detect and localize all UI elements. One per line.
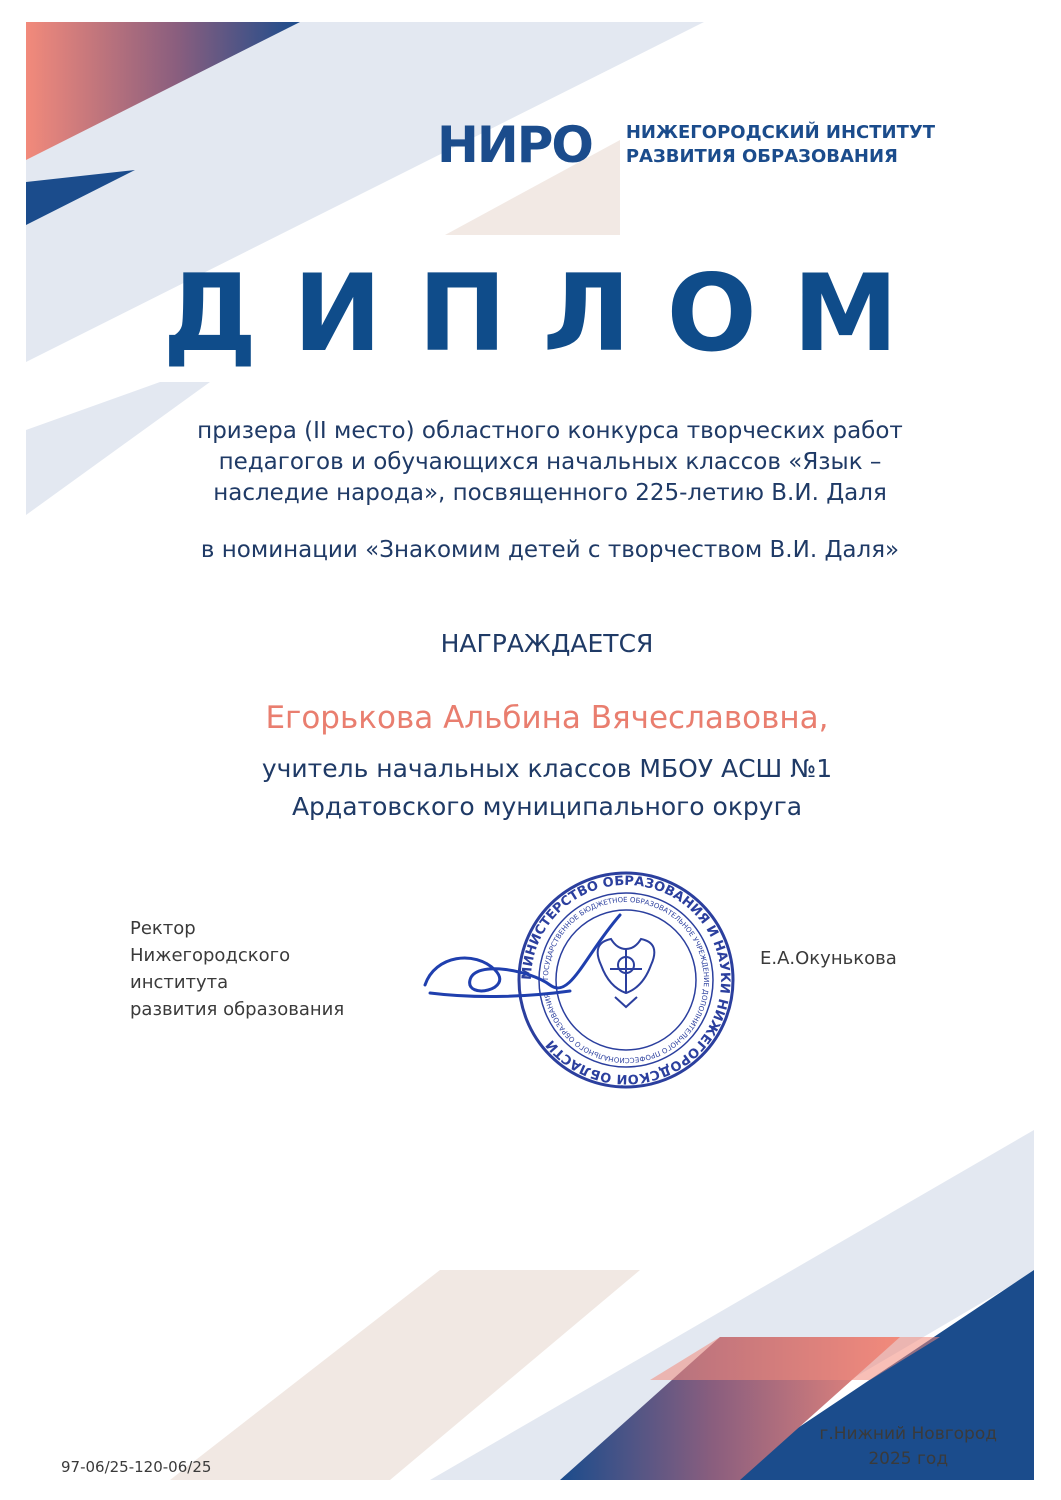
position-line: учитель начальных классов МБОУ АСШ №1 xyxy=(261,754,833,783)
diploma-title: ДИПЛОМ xyxy=(162,252,935,375)
recipient-name: Егорькова Альбина Вячеславовна, xyxy=(265,700,829,736)
signer-title-line: института xyxy=(130,972,229,993)
description-line: наследие народа», посвященного 225-летию В.И. Даля xyxy=(213,480,887,506)
official-stamp-and-signature xyxy=(405,865,745,1095)
stamp-inner-text: ГОСУДАРСТВЕННОЕ БЮДЖЕТНОЕ ОБРАЗОВАТЕЛЬНОЕ УЧРЕЖДЕНИЕ ДОПОЛНИТЕЛЬНОГО ПРОФЕССИОНАЛЬНОГО ОБРАЗОВАНИЯ xyxy=(541,895,711,1065)
issue-year: 2025 год xyxy=(868,1449,949,1469)
logo-institute-name xyxy=(626,121,935,169)
issue-place-and-year xyxy=(819,1422,997,1472)
signer-title-line: развития образования xyxy=(130,999,345,1020)
stamp-outer-text: МИНИСТЕРСТВО ОБРАЗОВАНИЯ И НАУКИ НИЖЕГОРОДСКОЙ ОБЛАСТИ xyxy=(519,873,733,1087)
awarded-label: НАГРАЖДАЕТСЯ xyxy=(440,629,654,658)
description-line: призера (II место) областного конкурса творческих работ xyxy=(197,418,903,444)
description-line: педагогов и обучающихся начальных классов «Язык – xyxy=(218,449,882,475)
coat-of-arms-icon xyxy=(598,939,655,1007)
signer-name: Е.А.Окунькова xyxy=(760,948,897,969)
signer-title-line: Ректор xyxy=(130,918,196,939)
signer-title-line: Нижегородского xyxy=(130,945,291,966)
document-number: 97-06/25-120-06/25 xyxy=(61,1458,212,1476)
logo-name-line-2: РАЗВИТИЯ ОБРАЗОВАНИЯ xyxy=(625,146,898,167)
niro-logo xyxy=(437,116,936,174)
logo-mark: НИРО xyxy=(437,116,592,174)
position-line: Ардатовского муниципального округа xyxy=(291,792,803,821)
signer-title xyxy=(130,915,344,1023)
logo-name-line-1: НИЖЕГОРОДСКИЙ ИНСТИТУТ xyxy=(625,122,936,143)
recipient-position xyxy=(0,750,1061,826)
nomination-text: в номинации «Знакомим детей с творчеством В.И. Даля» xyxy=(200,537,900,563)
issue-city: г.Нижний Новгород xyxy=(819,1424,997,1444)
diploma-description xyxy=(150,416,950,509)
